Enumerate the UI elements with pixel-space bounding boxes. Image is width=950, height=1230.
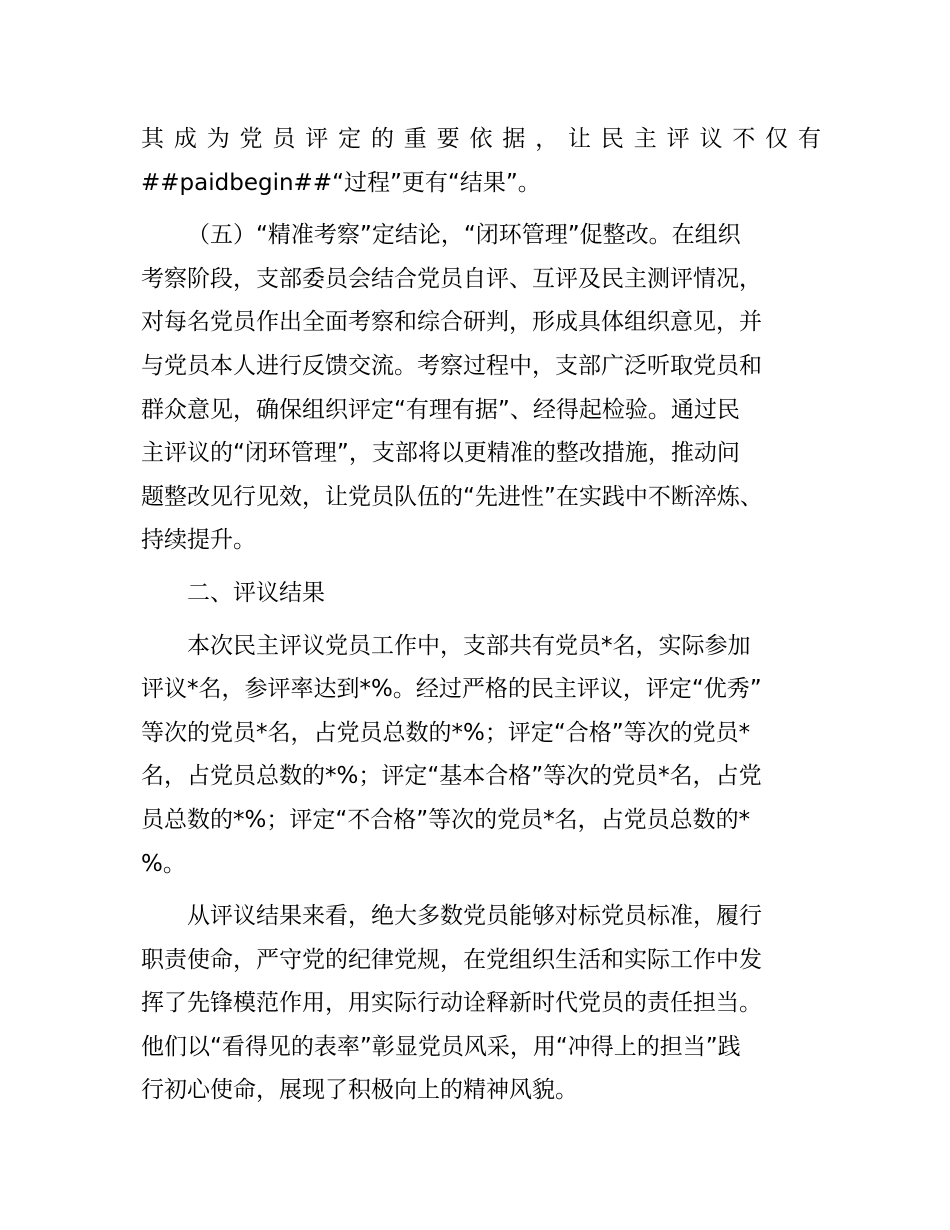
text-line: 名，占党员总数的*%；评定“基本合格”等次的党员*名，占党 [141,763,762,790]
text-line: 他们以“看得见的表率”彰显党员风采，用“冲得上的担当”践 [141,1033,741,1060]
paragraph-1 [141,118,821,205]
text-line: 群众意见，确保组织评定“有理有据”、经得起检验。通过民 [141,396,740,423]
text-line: 题整改见行见效，让党员队伍的“先进性”在实践中不断淬炼、 [141,483,763,510]
text-line: 从评议结果来看，绝大多数党员能够对标党员标准，履行 [187,903,762,930]
text-line: （五）“精准考察”定结论，“闭环管理”促整改。在组织 [187,222,741,249]
text-line: 其成为党员评定的重要依据，让民主评议不仅有 [141,126,821,152]
section-heading [141,572,821,616]
text-line: 持续提升。 [141,527,256,554]
text-line: 评议*名，参评率达到*%。经过严格的民主评议，评定“优秀” [141,676,762,703]
paragraph-4 [141,625,821,887]
heading-text: 二、评议结果 [187,579,325,606]
text-line: 挥了先锋模范作用，用实际行动诠释新时代党员的责任担当。 [141,990,762,1017]
text-line: 行初心使命，展现了积极向上的精神风貌。 [141,1077,578,1104]
paragraph-5 [141,895,821,1113]
text-line: 本次民主评议党员工作中，支部共有党员*名，实际参加 [187,632,751,659]
paragraph-2 [141,214,821,563]
text-line: 主评议的“闭环管理”，支部将以更精准的整改措施，推动问 [141,440,740,467]
text-line: 与党员本人进行反馈交流。考察过程中，支部广泛听取党员和 [141,352,762,379]
text-line: 考察阶段，支部委员会结合党员自评、互评及民主测评情况， [141,265,762,292]
text-line: 职责使命，严守党的纪律党规，在党组织生活和实际工作中发 [141,946,762,973]
text-line: 员总数的*%；评定“不合格”等次的党员*名，占党员总数的* [141,806,751,833]
document-body [141,118,821,1113]
text-line: %。 [141,850,186,877]
text-line: 对每名党员作出全面考察和综合研判，形成具体组织意见，并 [141,309,762,336]
text-line: 等次的党员*名，占党员总数的*%；评定“合格”等次的党员* [141,719,751,746]
text-line: ##paidbegin##“过程”更有“结果”。 [141,169,541,196]
